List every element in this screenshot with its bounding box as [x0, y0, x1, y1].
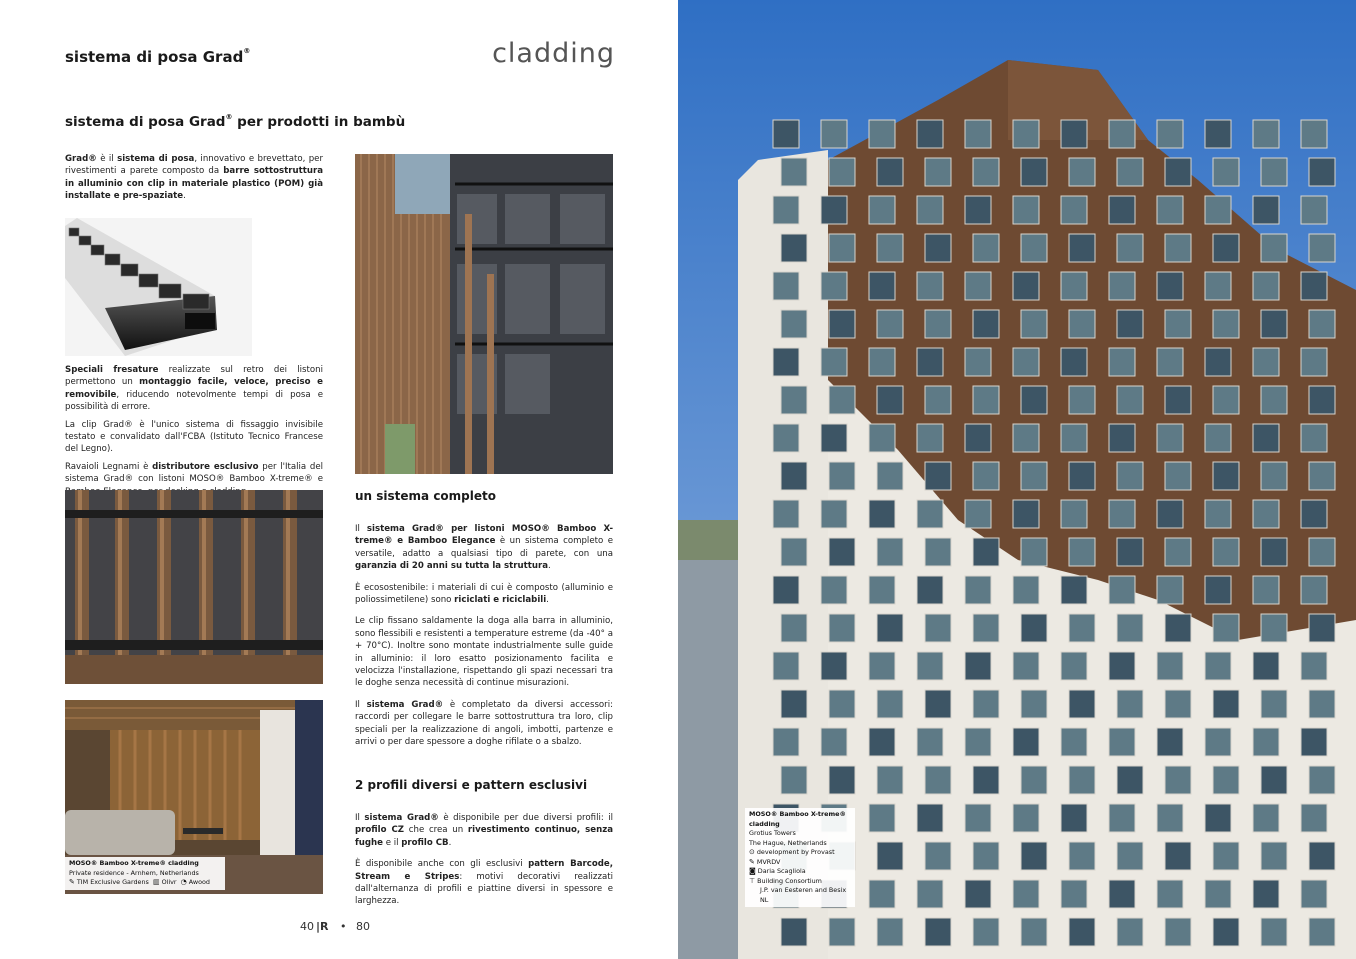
tower-window — [1021, 234, 1047, 262]
tower-window — [1205, 804, 1231, 832]
interior-caption: MOSO® Bamboo X-treme® cladding Private residence - Arnhem, Netherlands ✎ TIM Exclusive Gardens ▥ Olivr ◔ Awood — [65, 857, 225, 890]
tower-window — [1109, 120, 1135, 148]
tower-window — [821, 272, 847, 300]
tower-window — [1061, 880, 1087, 908]
tower-window — [1069, 842, 1095, 870]
tower-window — [973, 310, 999, 338]
tower-window — [1165, 918, 1191, 946]
tower-window — [1013, 728, 1039, 756]
tower-window — [1157, 880, 1183, 908]
tower-window — [773, 728, 799, 756]
tower-window — [1165, 538, 1191, 566]
tower-window — [1205, 120, 1231, 148]
tower-window — [877, 690, 903, 718]
tower-window — [869, 348, 895, 376]
tower-window — [869, 804, 895, 832]
tower-window — [1301, 500, 1327, 528]
tower-window — [1253, 804, 1279, 832]
camera-icon: ◙ — [749, 867, 756, 875]
tower-window — [1165, 842, 1191, 870]
tower-window — [1253, 500, 1279, 528]
tower-window — [1069, 310, 1095, 338]
accessories-paragraph: Il sistema Grad® è completato da diversi accessori: raccordi per collegare le barre sottostruttura tra loro, clip speciali per la realizzazione di angoli, imbotti, partenze e arrivi o per dare spessore a doghe rifilate o a sbalzo. — [355, 699, 613, 748]
tower-window — [1061, 652, 1087, 680]
tower-window — [1165, 690, 1191, 718]
tower-window — [1261, 614, 1287, 642]
tower-window — [1309, 310, 1335, 338]
tower-window — [773, 424, 799, 452]
tower-window — [1301, 576, 1327, 604]
tower-window — [1157, 576, 1183, 604]
pencil-icon: ✎ — [69, 878, 75, 886]
tower-window — [1157, 728, 1183, 756]
tower-window — [1261, 234, 1287, 262]
building-icon: ▥ — [152, 878, 160, 886]
tower-window — [1205, 728, 1231, 756]
tower-window — [1157, 424, 1183, 452]
tag-icon: ◔ — [180, 878, 187, 886]
tower-window — [781, 310, 807, 338]
tower-window — [781, 614, 807, 642]
tower-window — [1013, 348, 1039, 376]
tower-window — [1253, 424, 1279, 452]
tower-window — [1253, 652, 1279, 680]
complete-system-text — [355, 523, 613, 754]
tower-window — [1205, 272, 1231, 300]
tower-window — [1157, 196, 1183, 224]
tower-window — [1301, 652, 1327, 680]
tower-window — [965, 804, 991, 832]
tower-window — [1157, 348, 1183, 376]
tower-window — [829, 158, 855, 186]
patterns-paragraph: È disponibile anche con gli esclusivi pattern Barcode, Stream e Stripes: motivi decorativi realizzati dall'alternanza di profili e piattine diversi in spessore e larghezza. — [355, 859, 613, 907]
tower-window — [1021, 918, 1047, 946]
certification-paragraph: La clip Grad® è l'unico sistema di fissaggio invisibile testato e convalidato dall'FCBA (Istituto Tecnico Francese del Legno). — [65, 419, 323, 455]
tower-window — [965, 196, 991, 224]
tower-window — [1253, 272, 1279, 300]
section-title: cladding — [492, 38, 615, 69]
tower-window — [1165, 158, 1191, 186]
tower-window — [1205, 652, 1231, 680]
tower-window — [965, 652, 991, 680]
tower-window — [1309, 766, 1335, 794]
tower-window — [917, 728, 943, 756]
tower-window — [781, 766, 807, 794]
eco-paragraph: È ecosostenibile: i materiali di cui è composto (alluminio e poliossimetilene) sono riciclati e riciclabili. — [355, 582, 613, 606]
tower-window — [1205, 348, 1231, 376]
tower-window — [1301, 880, 1327, 908]
tower-window — [829, 690, 855, 718]
tower-window — [821, 196, 847, 224]
tower-window — [1109, 500, 1135, 528]
tower-window — [1069, 766, 1095, 794]
tower-window — [1061, 120, 1087, 148]
tower-window — [1117, 690, 1143, 718]
complete-paragraph: Il sistema Grad® per listoni MOSO® Bamboo X-treme® e Bamboo Elegance è un sistema completo e versatile, adatto a qualsiasi tipo di parete, con una garanzia di 20 anni su tutta la struttura. — [355, 524, 614, 572]
crane-icon: ⊤ — [749, 876, 756, 885]
tower-window — [1165, 310, 1191, 338]
tower-window — [1069, 234, 1095, 262]
tower-window — [1205, 424, 1231, 452]
tower-window — [1013, 804, 1039, 832]
tower-window — [1061, 196, 1087, 224]
tower-window — [1309, 614, 1335, 642]
tower-window — [1021, 310, 1047, 338]
tower-window — [1069, 386, 1095, 414]
tower-window — [869, 728, 895, 756]
tower-window — [1109, 880, 1135, 908]
tower-window — [973, 462, 999, 490]
tower-window — [1157, 804, 1183, 832]
tower-window — [917, 804, 943, 832]
tower-window — [973, 690, 999, 718]
tower-window — [1109, 424, 1135, 452]
tower-window — [1117, 386, 1143, 414]
tower-window — [1069, 690, 1095, 718]
tower-window — [877, 462, 903, 490]
tower-window — [1061, 348, 1087, 376]
tower-window — [925, 462, 951, 490]
tower-window — [1061, 424, 1087, 452]
tower-window — [965, 348, 991, 376]
tower-window — [829, 386, 855, 414]
tower-window — [877, 842, 903, 870]
tower-window — [1213, 462, 1239, 490]
tower-window — [821, 728, 847, 756]
tower-window — [965, 576, 991, 604]
tower-window — [1253, 728, 1279, 756]
tower-window — [925, 918, 951, 946]
tower-window — [781, 918, 807, 946]
heading-complete-system: un sistema completo — [355, 489, 496, 503]
tower-window — [1061, 576, 1087, 604]
tower-window — [1013, 120, 1039, 148]
tower-window — [925, 310, 951, 338]
tower-window — [965, 728, 991, 756]
tower-window — [1213, 842, 1239, 870]
tower-window — [1213, 690, 1239, 718]
tower-window — [1213, 614, 1239, 642]
tower-window — [829, 766, 855, 794]
tower-window — [917, 120, 943, 148]
tower-window — [1157, 500, 1183, 528]
tower-window — [1261, 766, 1287, 794]
tower-window — [869, 196, 895, 224]
tower-window — [829, 614, 855, 642]
tower-window — [1301, 120, 1327, 148]
tower-window — [1021, 538, 1047, 566]
tower-window — [781, 690, 807, 718]
tower-window — [1301, 804, 1327, 832]
tower-window — [1109, 804, 1135, 832]
tower-window — [1205, 880, 1231, 908]
grad-clip-image — [65, 218, 252, 356]
tower-window — [1117, 462, 1143, 490]
clips-paragraph: Le clip fissano saldamente la doga alla barra in alluminio, sono flessibili e resistenti a temperature estreme (da -40° a + 70°C). Inoltre sono montate industrialmente sulle guide in alluminio: il loro esatto posizionamento facilita e velocizza l'installazione, rispettando gli spazi necessari tra le doghe senza necessità di continue misurazioni. — [355, 616, 613, 689]
tower-window — [925, 766, 951, 794]
tower-window — [973, 538, 999, 566]
tower-window — [1061, 804, 1087, 832]
tower-window — [773, 500, 799, 528]
tower-window — [925, 538, 951, 566]
tower-window — [829, 310, 855, 338]
tower-window — [1021, 158, 1047, 186]
tower-window — [773, 652, 799, 680]
tower-window — [925, 386, 951, 414]
tower-window — [925, 690, 951, 718]
tower-caption: MOSO® Bamboo X-treme® cladding Grotius Towers The Hague, Netherlands ⊙ development by Provast ✎ MVRDV ◙ Daria Scagliola ⊤ Building Consortium J.P. van Eesteren and Besix NL — [745, 808, 855, 907]
tower-window — [1309, 386, 1335, 414]
tower-window — [1109, 652, 1135, 680]
tower-window — [1165, 614, 1191, 642]
tower-window — [1069, 614, 1095, 642]
tower-window — [1109, 576, 1135, 604]
tower-window — [1309, 842, 1335, 870]
tower-window — [1261, 386, 1287, 414]
tower-window — [965, 500, 991, 528]
tower-window — [1109, 728, 1135, 756]
tower-window — [917, 196, 943, 224]
tower-window — [917, 272, 943, 300]
tower-window — [1309, 234, 1335, 262]
tower-window — [1253, 196, 1279, 224]
tower-window — [1021, 614, 1047, 642]
tower-window — [1021, 842, 1047, 870]
tower-window — [1013, 500, 1039, 528]
tower-window — [869, 272, 895, 300]
tower-window — [877, 310, 903, 338]
tower-window — [1309, 690, 1335, 718]
tower-window — [925, 614, 951, 642]
tower-window — [973, 766, 999, 794]
tower-window — [781, 538, 807, 566]
running-header: sistema di posa Grad® — [65, 47, 251, 66]
tower-window — [1069, 462, 1095, 490]
tower-window — [1013, 424, 1039, 452]
brand-logo-icon: |R — [316, 920, 329, 933]
tower-window — [973, 158, 999, 186]
tower-window — [1165, 234, 1191, 262]
tower-window — [877, 234, 903, 262]
tower-window — [1157, 652, 1183, 680]
tower-window — [1213, 310, 1239, 338]
tower-window — [973, 918, 999, 946]
tower-window — [1253, 576, 1279, 604]
heading-profiles: 2 profili diversi e pattern esclusivi — [355, 778, 588, 792]
tower-window — [829, 538, 855, 566]
tower-window — [1021, 386, 1047, 414]
tower-window — [1309, 918, 1335, 946]
tower-window — [869, 880, 895, 908]
tower-window — [1117, 234, 1143, 262]
tower-window — [1061, 728, 1087, 756]
tower-window — [1165, 386, 1191, 414]
tower-window — [917, 880, 943, 908]
tower-window — [917, 576, 943, 604]
tower-window — [773, 576, 799, 604]
tower-window — [1261, 462, 1287, 490]
intro-paragraph: Grad® è il sistema di posa, innovativo e brevettato, per rivestimenti a parete composto da barre sottostruttura in alluminio con clip in materiale plastico (POM) già installate e pre-spaziate. — [65, 154, 323, 202]
tower-window — [965, 880, 991, 908]
tower-window — [821, 120, 847, 148]
tower-window — [1309, 538, 1335, 566]
location-pin-icon: ⊙ — [749, 848, 755, 856]
profiles-paragraph: Il sistema Grad® è disponibile per due diversi profili: il profilo CZ che crea un rivestimento continuo, senza fughe e il profilo CB. — [355, 813, 614, 848]
tower-window — [869, 120, 895, 148]
tower-window — [869, 500, 895, 528]
tower-window — [925, 234, 951, 262]
tower-window — [1213, 538, 1239, 566]
tower-window — [1205, 500, 1231, 528]
pencil-icon: ✎ — [749, 857, 755, 866]
tower-window — [1301, 728, 1327, 756]
rails-photo — [65, 490, 323, 684]
tower-window — [1261, 842, 1287, 870]
tower-window — [821, 576, 847, 604]
page-footer: 40 |R • 80 — [300, 920, 370, 933]
page-heading: sistema di posa Grad® per prodotti in bambù — [65, 113, 406, 130]
tower-window — [869, 652, 895, 680]
tower-window — [1013, 652, 1039, 680]
tower-window — [965, 120, 991, 148]
tower-window — [773, 120, 799, 148]
tower-window — [821, 500, 847, 528]
tower-window — [1021, 690, 1047, 718]
tower-window — [773, 348, 799, 376]
tower-window — [973, 386, 999, 414]
tower-window — [1309, 158, 1335, 186]
tower-window — [973, 234, 999, 262]
tower-window — [781, 386, 807, 414]
tower-window — [1301, 348, 1327, 376]
tower-window — [973, 614, 999, 642]
tower-window — [917, 652, 943, 680]
tower-window — [1213, 918, 1239, 946]
tower-window — [1013, 196, 1039, 224]
tower-window — [1069, 158, 1095, 186]
tower-window — [1213, 386, 1239, 414]
tower-window — [1213, 158, 1239, 186]
tower-window — [1117, 918, 1143, 946]
tower-window — [1253, 120, 1279, 148]
tower-window — [1013, 272, 1039, 300]
features-paragraph: Speciali fresature realizzate sul retro dei listoni permettono un montaggio facile, veloce, preciso e removibile, riducendo notevolmente tempi di posa e possibilità di errore. — [65, 365, 324, 413]
tower-window — [877, 614, 903, 642]
tower-window — [1205, 576, 1231, 604]
tower-window — [781, 462, 807, 490]
tower-window — [1301, 424, 1327, 452]
tower-window — [877, 538, 903, 566]
tower-window — [877, 386, 903, 414]
tower-window — [1261, 918, 1287, 946]
tower-window — [781, 158, 807, 186]
tower-window — [1013, 576, 1039, 604]
tower-window — [1117, 766, 1143, 794]
tower-window — [1309, 462, 1335, 490]
tower-window — [1261, 158, 1287, 186]
tower-window — [1157, 120, 1183, 148]
tower-window — [925, 842, 951, 870]
tower-window — [1109, 348, 1135, 376]
tower-window — [1021, 462, 1047, 490]
tower-window — [1253, 880, 1279, 908]
tower-window — [877, 918, 903, 946]
tower-window — [821, 424, 847, 452]
tower-window — [1061, 272, 1087, 300]
tower-window — [1117, 158, 1143, 186]
tower-window — [925, 158, 951, 186]
tower-window — [1165, 766, 1191, 794]
tower-window — [965, 272, 991, 300]
tower-window — [1213, 234, 1239, 262]
tower-window — [1069, 538, 1095, 566]
tower-window — [773, 196, 799, 224]
tower-window — [1157, 272, 1183, 300]
tower-window — [1117, 842, 1143, 870]
tower-window — [781, 234, 807, 262]
tower-window — [1301, 196, 1327, 224]
tower-window — [1117, 310, 1143, 338]
tower-window — [1253, 348, 1279, 376]
facade-construction-photo — [355, 154, 613, 474]
tower-window — [829, 462, 855, 490]
tower-window — [917, 500, 943, 528]
tower-window — [1109, 196, 1135, 224]
tower-window — [869, 576, 895, 604]
tower-window — [821, 652, 847, 680]
tower-window — [821, 348, 847, 376]
tower-window — [1205, 196, 1231, 224]
tower-window — [917, 424, 943, 452]
tower-window — [917, 348, 943, 376]
tower-window — [829, 234, 855, 262]
tower-window — [1261, 538, 1287, 566]
tower-window — [1301, 272, 1327, 300]
tower-window — [1213, 766, 1239, 794]
tower-window — [1117, 614, 1143, 642]
profiles-text — [355, 812, 613, 913]
features-text — [65, 364, 323, 503]
tower-window — [877, 766, 903, 794]
tower-window — [1117, 538, 1143, 566]
tower-window — [773, 272, 799, 300]
tower-window — [1109, 272, 1135, 300]
tower-window — [973, 842, 999, 870]
tower-window — [1061, 500, 1087, 528]
tower-window — [1069, 918, 1095, 946]
tower-window — [869, 424, 895, 452]
tower-window — [1013, 880, 1039, 908]
tower-window — [1261, 690, 1287, 718]
tower-window — [877, 158, 903, 186]
tower-window — [965, 424, 991, 452]
tower-window — [1165, 462, 1191, 490]
tower-window — [829, 918, 855, 946]
tower-window — [1261, 310, 1287, 338]
tower-window — [1021, 766, 1047, 794]
distributor-paragraph: Ravaioli Legnami è distributore esclusivo per l'Italia del sistema Grad® con listoni MOSO® Bamboo X-treme® e — [65, 461, 324, 485]
